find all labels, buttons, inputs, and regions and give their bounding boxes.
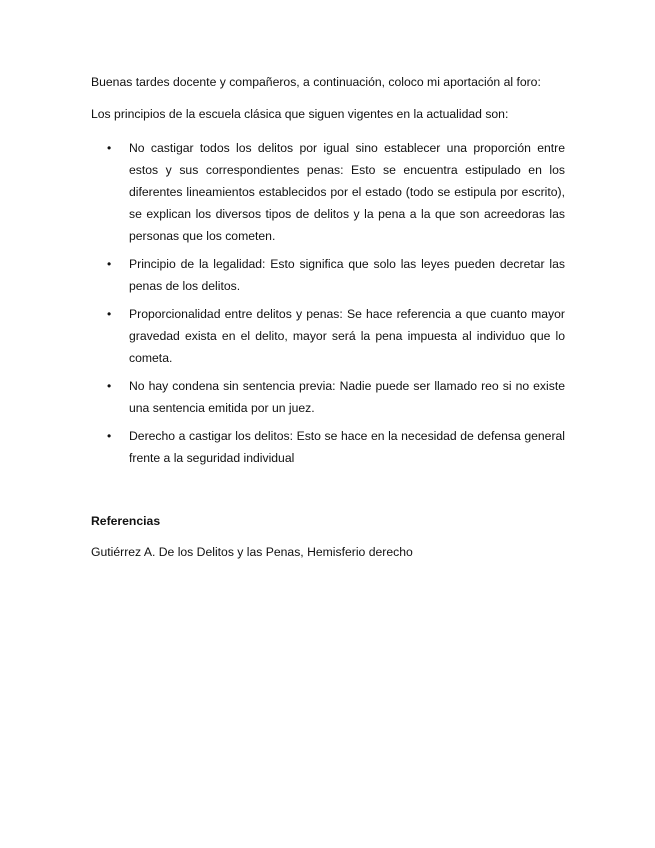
list-item-text: Derecho a castigar los delitos: Esto se hace en la necesidad de defensa general frente a la seguridad individual — [129, 429, 565, 465]
list-item — [91, 303, 565, 369]
bullet-icon: • — [107, 307, 112, 321]
document-body — [91, 74, 565, 561]
list-item-text: Proporcionalidad entre delitos y penas: Se hace referencia a que cuanto mayor gravedad exista en el delito, mayor será la pena impuesta al individuo que lo cometa. — [129, 307, 565, 365]
list-item-text: No castigar todos los delitos por igual sino establecer una proporción entre estos y sus correspondientes penas: Esto se encuentra estipulado en los diferentes lineamientos establecidos por el estado (todo se estipula por escrito), se explican los diversos tipos de delitos y la pena a la que son acreedoras las personas que los cometen. — [129, 141, 565, 243]
list-item — [91, 137, 565, 247]
list-item — [91, 375, 565, 419]
list-item-text: Principio de la legalidad: Esto significa que solo las leyes pueden decretar las penas de los delitos. — [129, 257, 565, 293]
bullet-icon: • — [107, 141, 112, 155]
principles-list — [91, 137, 565, 469]
list-item-text: No hay condena sin sentencia previa: Nadie puede ser llamado reo si no existe una sentencia emitida por un juez. — [129, 379, 565, 415]
reference-entry: Gutiérrez A. De los Delitos y las Penas, Hemisferio derecho — [91, 545, 413, 559]
bullet-icon: • — [107, 379, 112, 393]
references-heading: Referencias — [91, 514, 161, 528]
lead-paragraph: Los principios de la escuela clásica que siguen vigentes en la actualidad son: — [91, 107, 509, 121]
intro-paragraph: Buenas tardes docente y compañeros, a continuación, coloco mi aportación al foro: — [91, 75, 541, 89]
list-item — [91, 253, 565, 297]
bullet-icon: • — [107, 257, 112, 271]
bullet-icon: • — [107, 429, 112, 443]
list-item — [91, 425, 565, 469]
